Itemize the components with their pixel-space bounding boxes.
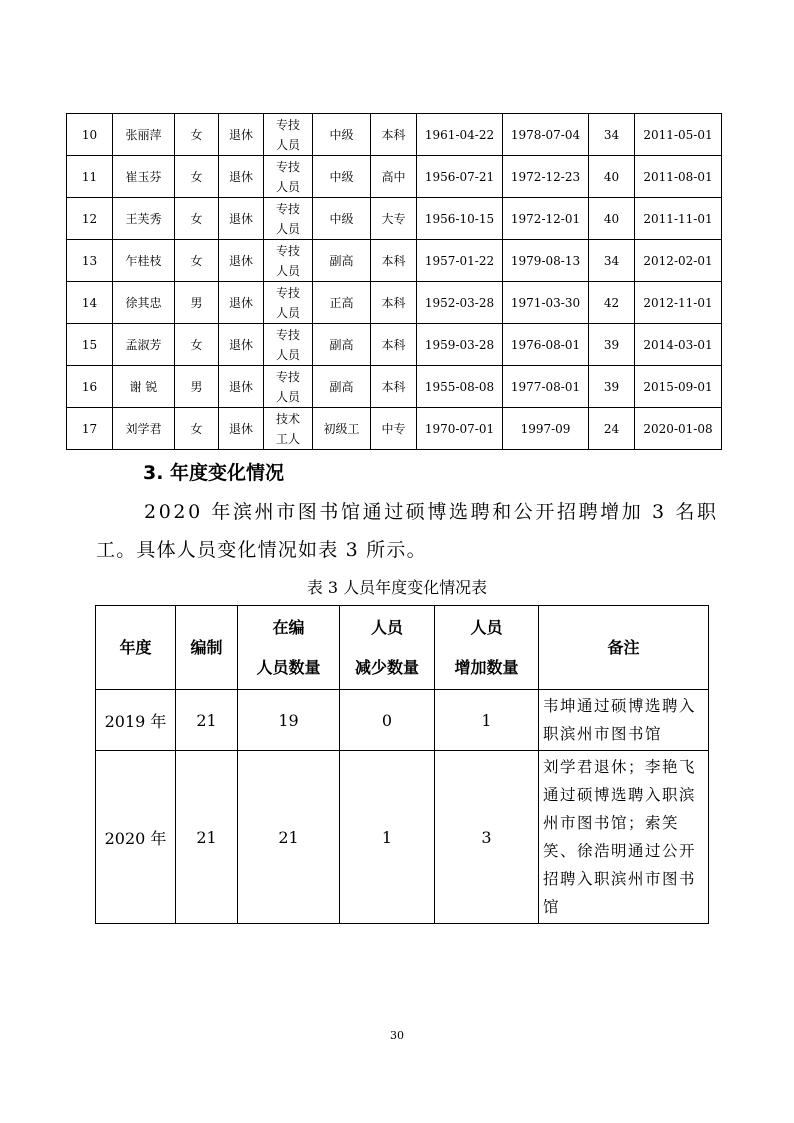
cell-decrease: 1	[340, 751, 435, 924]
cell-no: 13	[67, 240, 113, 282]
table-row	[96, 690, 709, 751]
staff-type-line1: 专技	[275, 369, 300, 384]
cell-decrease: 0	[340, 690, 435, 751]
table3-header-row	[96, 606, 709, 690]
cell-status: 退休	[219, 366, 264, 408]
staff-type-line2: 人员	[275, 137, 300, 152]
staff-type-line2: 人员	[275, 305, 300, 320]
cell-no: 11	[67, 156, 113, 198]
cell-name: 王芙秀	[113, 198, 175, 240]
cell-years: 34	[589, 114, 635, 156]
page-number: 30	[390, 1029, 404, 1042]
cell-level: 中级	[313, 156, 371, 198]
staff-type-line1: 专技	[275, 243, 300, 258]
table-row	[67, 114, 722, 156]
cell-education: 本科	[371, 324, 417, 366]
header-increase	[435, 606, 539, 690]
cell-years: 40	[589, 198, 635, 240]
cell-quota: 21	[176, 690, 238, 751]
staff-type-line1: 技术	[275, 411, 300, 426]
cell-level: 副高	[313, 324, 371, 366]
staff-type-line2: 人员	[275, 221, 300, 236]
table-row	[67, 408, 722, 450]
cell-birth-date: 1956-07-21	[417, 156, 503, 198]
cell-work-start: 1979-08-13	[503, 240, 589, 282]
paragraph-line-1: 2020 年滨州市图书馆通过硕博选聘和公开招聘增加 3 名职	[144, 501, 719, 523]
cell-no: 12	[67, 198, 113, 240]
cell-birth-date: 1959-03-28	[417, 324, 503, 366]
staff-type-line2: 工人	[275, 431, 300, 446]
cell-level: 初级工	[313, 408, 371, 450]
header-current-line2: 人员数量	[256, 657, 321, 677]
table-row	[67, 240, 722, 282]
cell-gender: 女	[175, 198, 219, 240]
cell-retire-date: 2012-11-01	[635, 282, 722, 324]
cell-birth-date: 1952-03-28	[417, 282, 503, 324]
cell-name: 谢 锐	[113, 366, 175, 408]
staff-type-line1: 专技	[275, 159, 300, 174]
cell-name: 徐其忠	[113, 282, 175, 324]
staff-type-line1: 专技	[275, 201, 300, 216]
table3-caption: 表 3 人员年度变化情况表	[306, 578, 488, 597]
cell-staff-type	[264, 324, 313, 366]
cell-level: 副高	[313, 240, 371, 282]
cell-quota: 21	[176, 751, 238, 924]
cell-name: 张丽萍	[113, 114, 175, 156]
cell-level: 副高	[313, 366, 371, 408]
cell-name: 乍桂枝	[113, 240, 175, 282]
cell-years: 34	[589, 240, 635, 282]
cell-gender: 女	[175, 156, 219, 198]
cell-no: 16	[67, 366, 113, 408]
cell-education: 本科	[371, 282, 417, 324]
cell-status: 退休	[219, 324, 264, 366]
body-paragraph	[96, 493, 719, 569]
cell-gender: 男	[175, 366, 219, 408]
cell-status: 退休	[219, 114, 264, 156]
staff-type-line2: 人员	[275, 263, 300, 278]
cell-education: 本科	[371, 240, 417, 282]
cell-status: 退休	[219, 156, 264, 198]
cell-current: 19	[238, 690, 340, 751]
cell-gender: 女	[175, 324, 219, 366]
cell-years: 42	[589, 282, 635, 324]
paragraph-line-2: 工。具体人员变化情况如表 3 所示。	[96, 539, 427, 561]
cell-staff-type	[264, 282, 313, 324]
cell-staff-type	[264, 156, 313, 198]
cell-education: 中专	[371, 408, 417, 450]
cell-work-start: 1972-12-23	[503, 156, 589, 198]
header-decrease	[340, 606, 435, 690]
cell-gender: 女	[175, 408, 219, 450]
cell-birth-date: 1957-01-22	[417, 240, 503, 282]
cell-work-start: 1972-12-01	[503, 198, 589, 240]
cell-education: 本科	[371, 366, 417, 408]
cell-gender: 女	[175, 114, 219, 156]
cell-birth-date: 1955-08-08	[417, 366, 503, 408]
staff-type-line1: 专技	[275, 285, 300, 300]
cell-retire-date: 2012-02-01	[635, 240, 722, 282]
cell-gender: 女	[175, 240, 219, 282]
cell-retire-date: 2011-05-01	[635, 114, 722, 156]
cell-staff-type	[264, 408, 313, 450]
cell-status: 退休	[219, 408, 264, 450]
staff-type-line1: 专技	[275, 327, 300, 342]
cell-work-start: 1977-08-01	[503, 366, 589, 408]
section-heading: 3. 年度变化情况	[143, 462, 285, 484]
cell-status: 退休	[219, 282, 264, 324]
header-current-staff	[238, 606, 340, 690]
staff-type-line2: 人员	[275, 389, 300, 404]
table-row	[67, 282, 722, 324]
header-decrease-line1: 人员	[370, 617, 403, 637]
cell-years: 39	[589, 324, 635, 366]
cell-birth-date: 1970-07-01	[417, 408, 503, 450]
cell-no: 17	[67, 408, 113, 450]
cell-education: 本科	[371, 114, 417, 156]
header-current-line1: 在编	[272, 617, 305, 637]
cell-work-start: 1978-07-04	[503, 114, 589, 156]
change-table	[95, 605, 709, 924]
cell-work-start: 1976-08-01	[503, 324, 589, 366]
cell-name: 孟淑芳	[113, 324, 175, 366]
table-row	[67, 324, 722, 366]
cell-no: 15	[67, 324, 113, 366]
cell-gender: 男	[175, 282, 219, 324]
cell-name: 崔玉芬	[113, 156, 175, 198]
cell-note: 刘学君退休；李艳飞通过硕博选聘入职滨州市图书馆；索笑笑、徐浩明通过公开招聘入职滨州市图书馆	[539, 751, 709, 924]
cell-education: 大专	[371, 198, 417, 240]
cell-retire-date: 2011-08-01	[635, 156, 722, 198]
cell-note: 韦坤通过硕博选聘入职滨州市图书馆	[539, 690, 709, 751]
cell-level: 正高	[313, 282, 371, 324]
cell-staff-type	[264, 114, 313, 156]
cell-staff-type	[264, 198, 313, 240]
cell-years: 39	[589, 366, 635, 408]
cell-retire-date: 2020-01-08	[635, 408, 722, 450]
cell-years: 40	[589, 156, 635, 198]
cell-retire-date: 2011-11-01	[635, 198, 722, 240]
cell-level: 中级	[313, 198, 371, 240]
cell-current: 21	[238, 751, 340, 924]
table-row	[67, 198, 722, 240]
table-row	[96, 751, 709, 924]
cell-no: 10	[67, 114, 113, 156]
cell-year: 2020 年	[96, 751, 176, 924]
header-year: 年度	[96, 606, 176, 690]
table-row	[67, 156, 722, 198]
cell-work-start: 1997-09	[503, 408, 589, 450]
header-decrease-line2: 减少数量	[354, 657, 419, 677]
table-row	[67, 366, 722, 408]
cell-years: 24	[589, 408, 635, 450]
cell-year: 2019 年	[96, 690, 176, 751]
cell-increase: 3	[435, 751, 539, 924]
header-increase-line1: 人员	[470, 617, 503, 637]
header-increase-line2: 增加数量	[454, 657, 519, 677]
cell-birth-date: 1961-04-22	[417, 114, 503, 156]
staff-table	[66, 113, 722, 450]
cell-status: 退休	[219, 198, 264, 240]
header-note: 备注	[539, 606, 709, 690]
cell-status: 退休	[219, 240, 264, 282]
cell-increase: 1	[435, 690, 539, 751]
cell-level: 中级	[313, 114, 371, 156]
cell-education: 高中	[371, 156, 417, 198]
cell-work-start: 1971-03-30	[503, 282, 589, 324]
staff-type-line2: 人员	[275, 179, 300, 194]
cell-staff-type	[264, 240, 313, 282]
cell-staff-type	[264, 366, 313, 408]
cell-name: 刘学君	[113, 408, 175, 450]
cell-retire-date: 2014-03-01	[635, 324, 722, 366]
cell-retire-date: 2015-09-01	[635, 366, 722, 408]
cell-birth-date: 1956-10-15	[417, 198, 503, 240]
cell-no: 14	[67, 282, 113, 324]
staff-type-line2: 人员	[275, 347, 300, 362]
staff-type-line1: 专技	[275, 117, 300, 132]
header-quota: 编制	[176, 606, 238, 690]
